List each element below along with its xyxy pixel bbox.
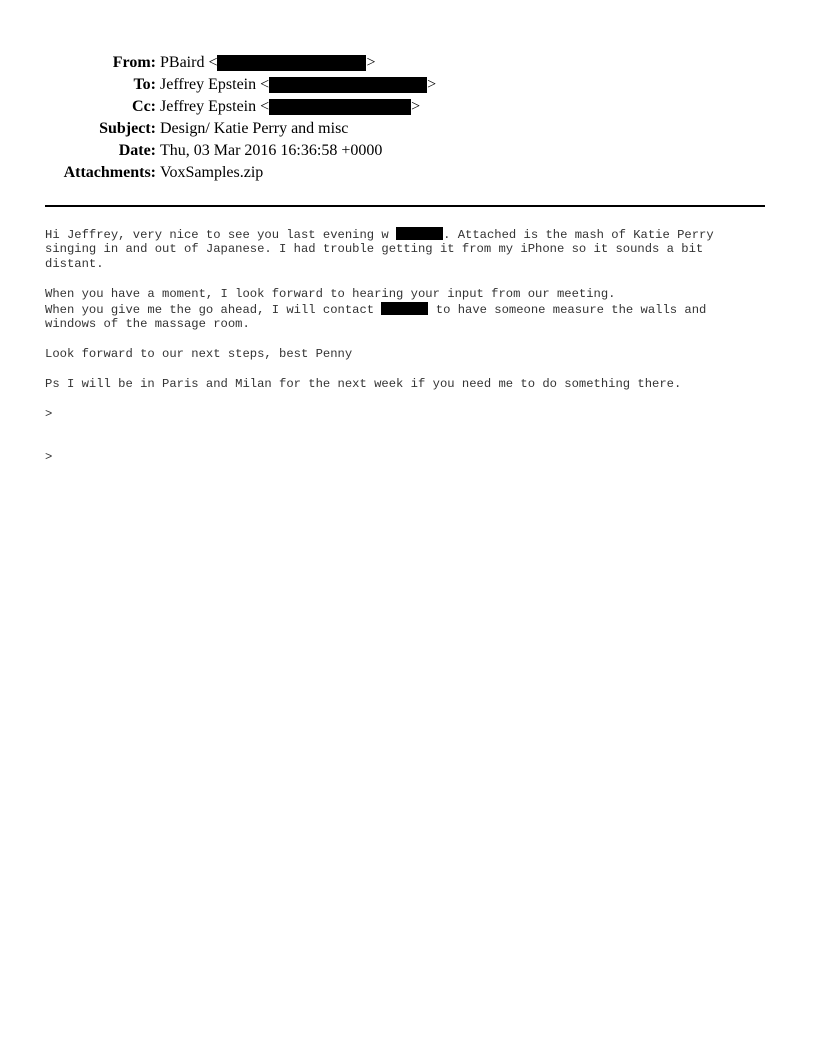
to-label: To: bbox=[133, 76, 156, 93]
redaction-box bbox=[396, 227, 443, 240]
redaction-box bbox=[269, 77, 427, 93]
redaction-box bbox=[217, 55, 366, 71]
cc-close: > bbox=[411, 98, 421, 115]
from-name: PBaird < bbox=[160, 54, 218, 71]
body-text: Hi Jeffrey, very nice to see you last evening w bbox=[45, 228, 397, 242]
from-value bbox=[160, 52, 376, 74]
body-line: windows of the massage room. bbox=[45, 317, 250, 331]
body-text: When you give me the go ahead, I will contact bbox=[45, 303, 382, 317]
from-label: From: bbox=[112, 54, 156, 71]
to-close: > bbox=[427, 76, 437, 93]
subject-row bbox=[0, 118, 816, 140]
attachments-row bbox=[0, 162, 816, 184]
body-line: Ps I will be in Paris and Milan for the next week if you need me to do something there. bbox=[45, 377, 682, 391]
to-value bbox=[160, 74, 436, 96]
cc-name: Jeffrey Epstein < bbox=[160, 98, 270, 115]
attachments-label: Attachments: bbox=[63, 164, 156, 181]
to-name: Jeffrey Epstein < bbox=[160, 76, 270, 93]
body-text: to have someone measure the walls and bbox=[428, 303, 707, 317]
email-body bbox=[45, 227, 775, 465]
to-row bbox=[0, 74, 816, 96]
cc-row bbox=[0, 96, 816, 118]
body-line bbox=[45, 227, 775, 242]
quote-marker: > bbox=[45, 450, 53, 464]
redaction-box bbox=[269, 99, 411, 115]
header-divider bbox=[45, 205, 765, 207]
email-header bbox=[0, 52, 816, 184]
from-close: > bbox=[366, 54, 376, 71]
body-line: Look forward to our next steps, best Penny bbox=[45, 347, 353, 361]
attachment-link[interactable]: VoxSamples.zip bbox=[160, 164, 264, 181]
from-row bbox=[0, 52, 816, 74]
subject-value: Design/ Katie Perry and misc bbox=[160, 120, 349, 137]
body-line: When you have a moment, I look forward to hearing your input from our meeting. bbox=[45, 287, 616, 301]
body-text: . Attached is the mash of Katie Perry bbox=[443, 228, 714, 242]
quote-marker: > bbox=[45, 407, 53, 421]
cc-label: Cc: bbox=[132, 98, 156, 115]
cc-value bbox=[160, 96, 420, 118]
redaction-box bbox=[381, 302, 428, 315]
body-line: singing in and out of Japanese. I had trouble getting it from my iPhone so it sounds a bit bbox=[45, 242, 704, 256]
subject-label: Subject: bbox=[99, 120, 156, 137]
date-label: Date: bbox=[118, 142, 156, 159]
body-line bbox=[45, 302, 775, 317]
body-line: distant. bbox=[45, 257, 104, 271]
date-value: Thu, 03 Mar 2016 16:36:58 +0000 bbox=[160, 142, 383, 159]
date-row bbox=[0, 140, 816, 162]
